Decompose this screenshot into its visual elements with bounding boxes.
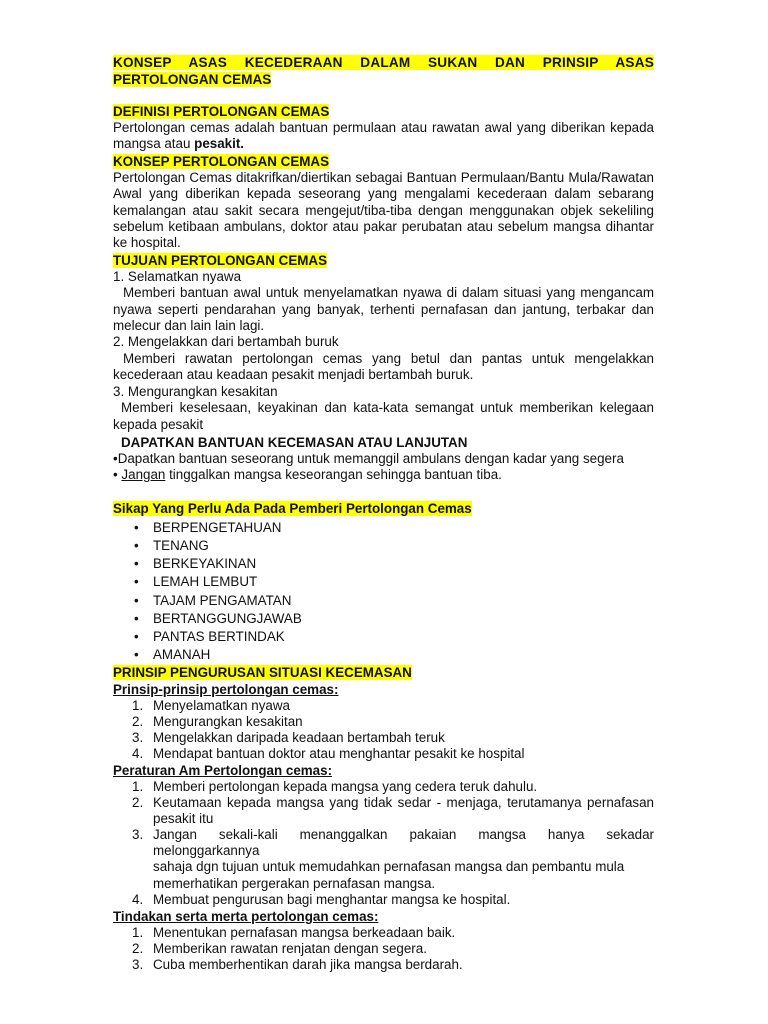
bantuan-line2: • Jangan tinggalkan mangsa keseorangan sehingga bantuan tiba. <box>113 467 502 483</box>
sikap-item: • BERPENGETAHUAN <box>134 519 654 537</box>
list-item: 1. Memberi pertolongan kepada mangsa yang cedera teruk dahulu. <box>132 779 538 795</box>
heading-tujuan: TUJUAN PERTOLONGAN CEMAS <box>113 252 328 268</box>
bullet-icon: • <box>134 647 139 663</box>
heading-definisi: DEFINISI PERTOLONGAN CEMAS <box>113 104 330 119</box>
list-item: 1. Menentukan pernafasan mangsa berkeadaan baik. <box>132 925 456 941</box>
list-item: 2. Memberikan rawatan renjatan dengan segera. <box>132 941 427 957</box>
bullet-icon: • <box>134 610 139 626</box>
sikap-item: • BERTANGGUNGJAWAB <box>134 610 654 628</box>
tujuan-item2-title: 2. Mengelakkan dari bertambah buruk <box>113 334 339 350</box>
sikap-list <box>113 519 654 665</box>
subheading-tindakan: Tindakan serta merta pertolongan cemas: <box>113 909 379 925</box>
bullet-icon: • <box>134 556 139 572</box>
tujuan-item1-title: 1. Selamatkan nyawa <box>113 268 242 284</box>
list-item: 2. Keutamaan kepada mangsa yang tidak sedar - menjaga, terutamanya pernafasan pesakit itu <box>132 795 654 827</box>
list-item: 3. Mengelakkan daripada keadaan bertambah teruk <box>132 730 445 746</box>
sikap-item: • TAJAM PENGAMATAN <box>134 592 654 610</box>
peraturan-list-cont <box>113 892 654 908</box>
peraturan-list <box>113 779 654 859</box>
konsep-text: Pertolongan Cemas ditakrifkan/diertikan sebagai Bantuan Permulaan/Bantu Mula/Rawatan Awal yang diberikan kepada seseorang yang mengalami kecederaan dalam sebarang kemalangan atau sakit secara mengejut/tiba-tiba dengan menggunakan objek sekeliling sebelum ketibaan ambulans, doktor atau pakar perubatan atau sebelum mangsa dihantar ke hospital. <box>113 169 654 251</box>
bantuan-line1: •Dapatkan bantuan seseorang untuk memanggil ambulans dengan kadar yang segera <box>113 450 624 466</box>
tujuan-item1-text: Memberi bantuan awal untuk menyelamatkan nyawa di dalam situasi yang mengancam nyawa seperti pendarahan yang banyak, terhenti pernafasan dan jantung, terbakar dan melecur dan lain lain lagi. <box>113 285 654 334</box>
peraturan-item3-continuation: sahaja dgn tujuan untuk memudahkan pernafasan mangsa dan pembantu mula memerhatikan pergerakan pernafasan mangsa. <box>153 859 625 891</box>
definisi-text: Pertolongan cemas adalah bantuan permulaan atau rawatan awal yang diberikan kepada mangsa atau pesakit. <box>113 120 654 152</box>
doc-title-line1: KONSEP ASAS KECEDERAAN DALAM SUKAN DAN PRINSIP ASAS <box>113 55 654 70</box>
sikap-item: • LEMAH LEMBUT <box>134 573 654 591</box>
list-item: 2. Mengurangkan kesakitan <box>132 714 303 730</box>
bullet-icon: • <box>134 592 139 608</box>
bullet-icon: • <box>134 628 139 644</box>
bullet-icon: • <box>134 574 139 590</box>
bullet-icon: • <box>134 537 139 553</box>
subheading-prinsip: Prinsip-prinsip pertolongan cemas: <box>113 682 339 698</box>
heading-bantuan: DAPATKAN BANTUAN KECEMASAN ATAU LANJUTAN <box>121 434 468 450</box>
tujuan-item3-text: Memberi keselesaan, keyakinan dan kata-kata semangat untuk memberikan kelegaan kepada pesakit <box>113 400 654 432</box>
tujuan-item2-text: Memberi rawatan pertolongan cemas yang betul dan pantas untuk mengelakkan kecederaan atau keadaan pesakit menjadi bertambah buruk. <box>113 350 654 383</box>
doc-title-line2: PERTOLONGAN CEMAS <box>113 72 272 87</box>
list-item: 4. Membuat pengurusan bagi menghantar mangsa ke hospital. <box>132 892 511 908</box>
bullet-icon: • <box>134 519 139 535</box>
heading-prinsip: PRINSIP PENGURUSAN SITUASI KECEMASAN <box>113 665 412 681</box>
tindakan-list <box>113 925 654 973</box>
heading-konsep: KONSEP PERTOLONGAN CEMAS <box>113 153 330 169</box>
sikap-item: • BERKEYAKINAN <box>134 555 654 573</box>
list-item: 3. Cuba memberhentikan darah jika mangsa berdarah. <box>132 957 463 973</box>
subheading-peraturan: Peraturan Am Pertolongan cemas: <box>113 763 333 779</box>
sikap-item: • AMANAH <box>134 646 654 664</box>
spacer <box>113 484 654 500</box>
sikap-item: • PANTAS BERTINDAK <box>134 628 654 646</box>
tujuan-item3-title: 3. Mengurangkan kesakitan <box>113 383 278 399</box>
list-item: 1. Menyelamatkan nyawa <box>132 698 290 714</box>
list-item: 3. Jangan sekali-kali menanggalkan pakaian mangsa hanya sekadar melonggarkannya <box>132 827 654 859</box>
sikap-item: • TENANG <box>134 537 654 555</box>
list-item: 4. Mendapat bantuan doktor atau menghantar pesakit ke hospital <box>132 746 525 762</box>
heading-sikap: Sikap Yang Perlu Ada Pada Pemberi Pertolongan Cemas <box>113 500 472 516</box>
prinsip-list <box>113 698 654 762</box>
